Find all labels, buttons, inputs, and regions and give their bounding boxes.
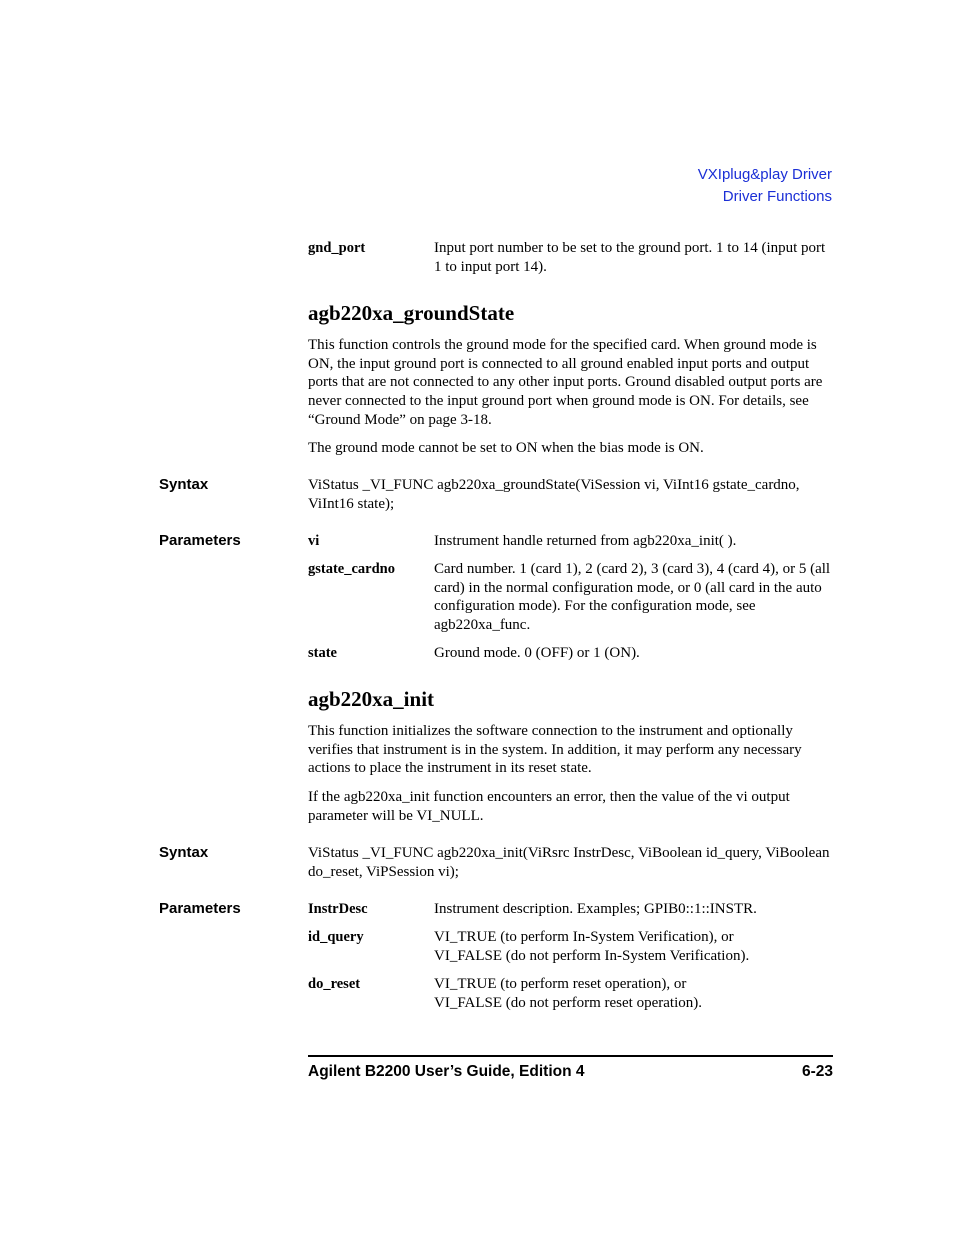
param-name-instrdesc: InstrDesc [308, 901, 368, 917]
parameters-label: Parameters [159, 532, 241, 549]
function-title-init: agb220xa_init [308, 687, 435, 711]
param-name-state: state [308, 645, 337, 661]
param-name-id-query: id_query [308, 929, 364, 945]
page-number: 6-23 [801, 1063, 833, 1080]
param-desc-id-query: VI_TRUE (to perform In-System Verification), or VI_FALSE (do not perform In-System Verification). [434, 929, 750, 964]
running-header-chapter: VXIplug&play Driver [697, 166, 832, 183]
parameters-label: Parameters [159, 900, 241, 917]
groundstate-description: This function controls the ground mode for the specified card. When ground mode is ON, the input ground port is connected to all ground enabled input ports and output ports that are not connected to any other input ports. Ground disabled output ports are never connected to the input ground port when ground mode is ON. For details, see “Ground Mode” on page 3-18. [308, 337, 823, 428]
syntax-label: Syntax [159, 844, 209, 861]
syntax-label: Syntax [159, 476, 209, 493]
init-description: This function initializes the software connection to the instrument and optionally verifies that instrument is in the system. In addition, it may perform any necessary actions to place the instrument in its reset state. [308, 723, 802, 777]
footer-rule [308, 1055, 833, 1057]
groundstate-syntax: ViStatus _VI_FUNC agb220xa_groundState(ViSession vi, ViInt16 gstate_cardno, ViInt16 state); [308, 477, 800, 512]
param-desc-do-reset: VI_TRUE (to perform reset operation), or VI_FALSE (do not perform reset operation). [434, 976, 702, 1011]
param-desc-vi: Instrument handle returned from agb220xa_init( ). [434, 533, 737, 549]
param-name-gnd-port: gnd_port [308, 240, 366, 256]
param-name-gstate-cardno: gstate_cardno [308, 561, 395, 577]
footer-title: Agilent B2200 User’s Guide, Edition 4 [308, 1063, 585, 1080]
param-name-vi: vi [308, 533, 320, 549]
param-name-do-reset: do_reset [308, 976, 361, 992]
param-desc-instrdesc: Instrument description. Examples; GPIB0::1::INSTR. [434, 901, 757, 917]
running-header-section: Driver Functions [722, 188, 832, 205]
init-error-note: If the agb220xa_init function encounters an error, then the value of the vi output parameter will be VI_NULL. [308, 789, 790, 824]
param-desc-gstate-cardno: Card number. 1 (card 1), 2 (card 2), 3 (card 3), 4 (card 4), or 5 (all card) in the normal configuration mode, or 0 (all card in the auto configuration mode). For the configuration mode, see agb220xa_func. [434, 561, 831, 634]
groundstate-note: The ground mode cannot be set to ON when the bias mode is ON. [308, 440, 704, 456]
param-desc-gnd-port: Input port number to be set to the ground port. 1 to 14 (input port 1 to input port 14). [434, 240, 826, 275]
param-desc-state: Ground mode. 0 (OFF) or 1 (ON). [434, 645, 640, 661]
init-syntax: ViStatus _VI_FUNC agb220xa_init(ViRsrc InstrDesc, ViBoolean id_query, ViBoolean do_reset, ViPSession vi); [308, 845, 830, 880]
function-title-groundstate: agb220xa_groundState [308, 301, 515, 325]
